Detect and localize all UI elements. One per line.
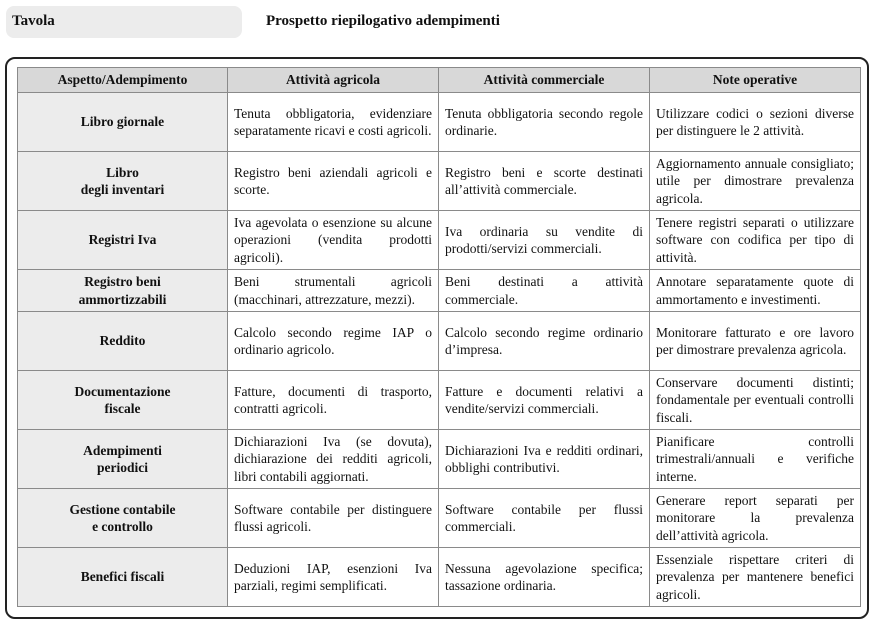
page-title: Prospetto riepilogativo adempimenti — [266, 13, 500, 29]
column-header-aspect: Aspetto/Adempimento — [18, 68, 228, 93]
table-row — [18, 211, 861, 270]
note-cell: Conservare documenti distinti; fondamentale per eventuali controlli fiscali. — [650, 371, 861, 430]
table-row — [18, 489, 861, 548]
commerciale-cell: Tenuta obbligatoria secondo regole ordinarie. — [439, 93, 650, 152]
commerciale-cell: Dichiarazioni Iva e redditi ordinari, obblighi contributivi. — [439, 430, 650, 489]
agricola-cell: Iva agevolata o esenzione su alcune operazioni (vendita prodotti agricoli). — [228, 211, 439, 270]
agricola-cell: Calcolo secondo regime IAP o ordinario agricolo. — [228, 312, 439, 371]
agricola-cell: Software contabile per distinguere flussi agricoli. — [228, 489, 439, 548]
aspect-cell: Registri Iva — [18, 211, 228, 270]
commerciale-cell: Nessuna agevolazione specifica; tassazione ordinaria. — [439, 548, 650, 607]
agricola-cell: Registro beni aziendali agricoli e scorte. — [228, 152, 439, 211]
note-cell: Essenziale rispettare criteri di prevalenza per mantenere benefici agricoli. — [650, 548, 861, 607]
table-row — [18, 270, 861, 312]
agricola-cell: Tenuta obbligatoria, evidenziare separatamente ricavi e costi agricoli. — [228, 93, 439, 152]
aspect-cell: Gestione contabile e controllo — [18, 489, 228, 548]
commerciale-cell: Beni destinati a attività commerciale. — [439, 270, 650, 312]
commerciale-cell: Software contabile per flussi commerciali. — [439, 489, 650, 548]
column-header-commerciale: Attività commerciale — [439, 68, 650, 93]
aspect-cell: Documentazione fiscale — [18, 371, 228, 430]
aspect-cell: Libro degli inventari — [18, 152, 228, 211]
commerciale-cell: Iva ordinaria su vendite di prodotti/servizi commerciali. — [439, 211, 650, 270]
table-row — [18, 152, 861, 211]
note-cell: Pianificare controlli trimestrali/annuali e verifiche interne. — [650, 430, 861, 489]
table-row — [18, 371, 861, 430]
table-row — [18, 430, 861, 489]
aspect-cell: Benefici fiscali — [18, 548, 228, 607]
commerciale-cell: Fatture e documenti relativi a vendite/servizi commerciali. — [439, 371, 650, 430]
aspect-cell: Registro beni ammortizzabili — [18, 270, 228, 312]
note-cell: Tenere registri separati o utilizzare software con codifica per tipo di attività. — [650, 211, 861, 270]
summary-table — [17, 67, 861, 607]
agricola-cell: Beni strumentali agricoli (macchinari, attrezzature, mezzi). — [228, 270, 439, 312]
agricola-cell: Dichiarazioni Iva (se dovuta), dichiarazione dei redditi agricoli, libri contabili aggiornati. — [228, 430, 439, 489]
agricola-cell: Deduzioni IAP, esenzioni Iva parziali, regimi semplificati. — [228, 548, 439, 607]
note-cell: Monitorare fatturato e ore lavoro per dimostrare prevalenza agricola. — [650, 312, 861, 371]
table-row — [18, 548, 861, 607]
table-tag-label: Tavola — [12, 13, 55, 29]
commerciale-cell: Registro beni e scorte destinati all’attività commerciale. — [439, 152, 650, 211]
column-header-agricola: Attività agricola — [228, 68, 439, 93]
column-header-note: Note operative — [650, 68, 861, 93]
table-row — [18, 312, 861, 371]
table-row — [18, 93, 861, 152]
table-header-row — [18, 68, 861, 93]
note-cell: Utilizzare codici o sezioni diverse per distinguere le 2 attività. — [650, 93, 861, 152]
aspect-cell: Adempimenti periodici — [18, 430, 228, 489]
aspect-cell: Libro giornale — [18, 93, 228, 152]
note-cell: Annotare separatamente quote di ammortamento e investimenti. — [650, 270, 861, 312]
note-cell: Generare report separati per monitorare la prevalenza dell’attività agricola. — [650, 489, 861, 548]
note-cell: Aggiornamento annuale consigliato; utile per dimostrare prevalenza agricola. — [650, 152, 861, 211]
commerciale-cell: Calcolo secondo regime ordinario d’impresa. — [439, 312, 650, 371]
agricola-cell: Fatture, documenti di trasporto, contratti agricoli. — [228, 371, 439, 430]
aspect-cell: Reddito — [18, 312, 228, 371]
